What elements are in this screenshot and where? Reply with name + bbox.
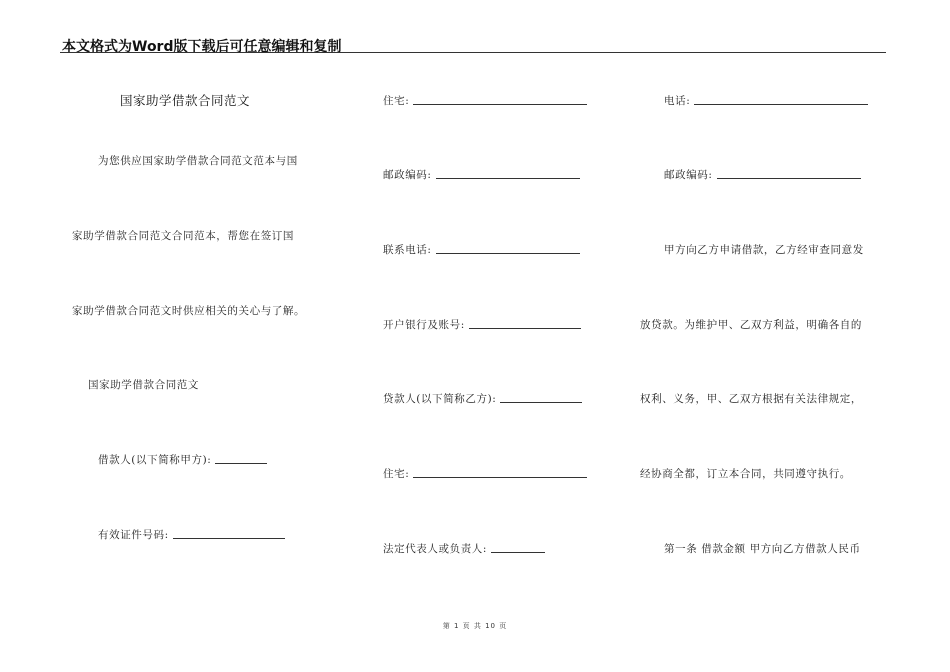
- postcode-blank-2[interactable]: [717, 168, 861, 179]
- postcode-field-1: [383, 168, 580, 182]
- bank-account-field: [383, 318, 581, 332]
- agreement-line-1: 甲方向乙方申请借款，乙方经审查同意发: [664, 244, 864, 256]
- id-number-field: [98, 528, 285, 542]
- address-field-2: [383, 467, 587, 481]
- phone-blank-2[interactable]: [694, 94, 868, 105]
- lender-label: 贷款人(以下简称乙方):: [383, 393, 497, 405]
- representative-label: 法定代表人或负责人:: [383, 543, 488, 555]
- address-blank-2[interactable]: [413, 467, 587, 478]
- postcode-field-2: [664, 168, 861, 182]
- phone-field-2: [664, 94, 868, 108]
- bank-account-label: 开户银行及账号:: [383, 319, 465, 331]
- address-blank-1[interactable]: [413, 94, 587, 105]
- agreement-line-4: 经协商全都，订立本合同，共同遵守执行。: [640, 468, 851, 480]
- postcode-blank-1[interactable]: [436, 168, 580, 179]
- borrower-field: [98, 453, 267, 467]
- document-header: 本文格式为Word版下载后可任意编辑和复制: [62, 39, 342, 55]
- id-number-blank[interactable]: [173, 528, 285, 539]
- address-field-1: [383, 94, 587, 108]
- intro-line-1: 为您供应国家助学借款合同范文范本与国: [98, 155, 298, 167]
- document-title: 国家助学借款合同范文: [120, 93, 251, 108]
- representative-field: [383, 542, 545, 556]
- agreement-line-3: 权利、义务，甲、乙双方根据有关法律规定，: [640, 393, 862, 405]
- lender-blank[interactable]: [500, 392, 582, 403]
- borrower-blank[interactable]: [215, 453, 267, 464]
- lender-field: [383, 392, 582, 406]
- address-label-1: 住宅:: [383, 95, 410, 107]
- postcode-label-1: 邮政编码:: [383, 169, 432, 181]
- page-number: 第 1 页 共 10 页: [442, 622, 508, 630]
- phone-field-1: [383, 243, 580, 257]
- article-one: 第一条 借款金额 甲方向乙方借款人民币: [664, 543, 861, 555]
- phone-blank-1[interactable]: [436, 243, 580, 254]
- representative-blank[interactable]: [491, 542, 545, 553]
- phone-label-2: 电话:: [664, 95, 691, 107]
- address-label-2: 住宅:: [383, 468, 410, 480]
- header-divider: [60, 52, 886, 53]
- bank-account-blank[interactable]: [469, 318, 581, 329]
- contract-subtitle: 国家助学借款合同范文: [88, 379, 199, 391]
- postcode-label-2: 邮政编码:: [664, 169, 713, 181]
- intro-line-2: 家助学借款合同范文合同范本，帮您在签订国: [72, 230, 294, 242]
- phone-label-1: 联系电话:: [383, 244, 432, 256]
- intro-line-3: 家助学借款合同范文时供应相关的关心与了解。: [72, 305, 306, 317]
- borrower-label: 借款人(以下简称甲方):: [98, 454, 212, 466]
- agreement-line-2: 放贷款。为维护甲、乙双方利益，明确各自的: [640, 319, 862, 331]
- id-number-label: 有效证件号码:: [98, 529, 169, 541]
